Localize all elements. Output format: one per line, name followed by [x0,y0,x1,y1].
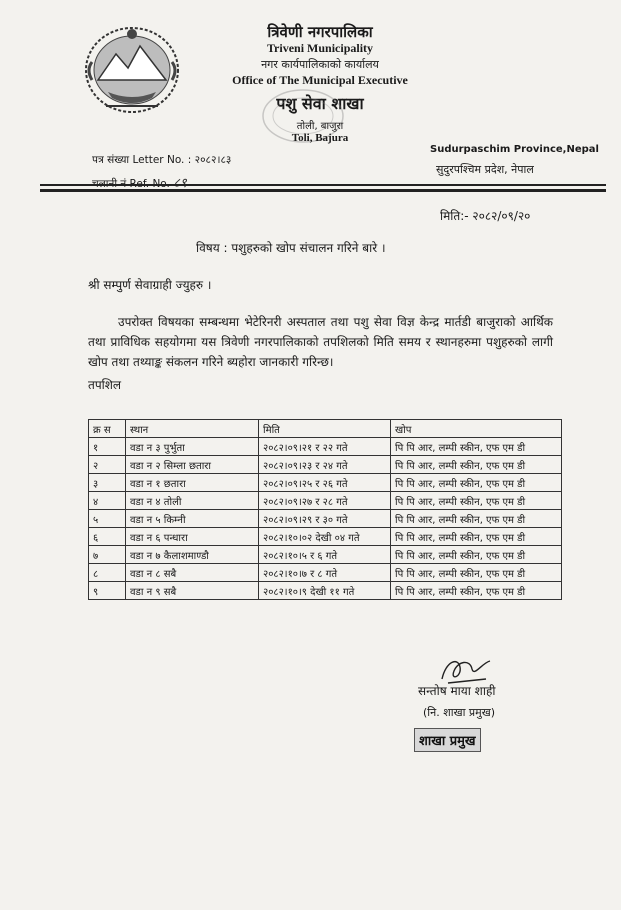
cell-date: २०८२।०९।२९ र ३० गते [259,510,391,528]
column-header-place: स्थान [126,420,259,438]
cell-vaccine: पि पि आर, लम्पी स्कीन, एफ एम डी [391,492,562,510]
letter-number [92,153,231,167]
cell-date: २०८२।१०।५ र ६ गते [259,546,391,564]
cell-date: २०८२।१०।९ देखी ११ गते [259,582,391,600]
cell-vaccine: पि पि आर, लम्पी स्कीन, एफ एम डी [391,474,562,492]
cell-date: २०८२।१०।७ र ८ गते [259,564,391,582]
cell-sn: ५ [89,510,126,528]
cell-sn: १ [89,438,126,456]
cell-place: वडा न २ सिम्ला छतारा [126,456,259,474]
schedule-heading: तपशिल [88,378,122,392]
cell-place: वडा न ७ कैलाशमाण्डौ [126,546,259,564]
header-divider [40,184,606,186]
table-row [89,492,562,510]
cell-vaccine: पि पि आर, लम्पी स्कीन, एफ एम डी [391,528,562,546]
cell-vaccine: पि पि आर, लम्पी स्कीन, एफ एम डी [391,582,562,600]
table-row [89,474,562,492]
header-divider-thick [40,189,606,192]
letter-body: उपरोक्त विषयका सम्बन्धमा भेटेरिनरी अस्पताल तथा पशु सेवा विज्ञ केन्द्र मार्तडी बाजुराको आर्थिक तथा प्राविधिक सहयोगमा यस त्रिवेणी नगरपालिकाको तपशिलको मिति समय र स्थानहरुमा पशुहरुको लागी खोप तथा तथ्याङ्क संकलन गरिने ब्यहोरा जानकारी गरिन्छ। [88,315,553,369]
cell-vaccine: पि पि आर, लम्पी स्कीन, एफ एम डी [391,438,562,456]
cell-date: २०८२।०९।२५ र २६ गते [259,474,391,492]
table-row [89,438,562,456]
column-header-date: मिति [259,420,391,438]
location-en: Toli, Bajura [291,132,349,144]
signatory-title: (नि. शाखा प्रमुख) [423,706,496,719]
letter-subject: विषय : पशुहरुको खोप संचालन गरिने बारे । [196,241,386,255]
table-row [89,528,562,546]
office-name-en: Office of The Municipal Executive [232,73,408,87]
table-row [89,564,562,582]
cell-sn: ४ [89,492,126,510]
cell-sn: ८ [89,564,126,582]
cell-date: २०८२।०९।२७ र २८ गते [259,492,391,510]
cell-sn: २ [89,456,126,474]
branch-name-np: पशु सेवा शाखा [276,94,364,113]
cell-place: वडा न ३ पुर्भुता [126,438,259,456]
branch-chief-stamp: शाखा प्रमुख [414,728,481,752]
cell-date: २०८२।१०।०२ देखी ०४ गते [259,528,391,546]
province-en: Sudurpaschim Province,Nepal [430,144,599,155]
office-name-np: नगर कार्यपालिकाको कार्यालय [261,58,379,71]
cell-place: वडा न ८ सबै [126,564,259,582]
table-row [89,456,562,474]
cell-vaccine: पि पि आर, लम्पी स्कीन, एफ एम डी [391,510,562,528]
cell-sn: ३ [89,474,126,492]
letter-number-label: पत्र संख्या Letter No. : [92,154,192,166]
table-row [89,582,562,600]
vaccination-schedule-table [88,419,562,600]
column-header-sn: क्र स [89,420,126,438]
cell-sn: ९ [89,582,126,600]
cell-sn: ६ [89,528,126,546]
letter-date: मिति:- २०८२/०९/२० [440,209,531,223]
cell-vaccine: पि पि आर, लम्पी स्कीन, एफ एम डी [391,456,562,474]
cell-sn: ७ [89,546,126,564]
table-row [89,546,562,564]
cell-date: २०८२।०९।२१ र २२ गते [259,438,391,456]
cell-vaccine: पि पि आर, लम्पी स्कीन, एफ एम डी [391,564,562,582]
cell-place: वडा न १ छतारा [126,474,259,492]
cell-date: २०८२।०९।२३ र २४ गते [259,456,391,474]
cell-place: वडा न ६ पन्धारा [126,528,259,546]
column-header-vaccine: खोप [391,420,562,438]
table-header-row [89,420,562,438]
cell-place: वडा न ५ किम्नी [126,510,259,528]
letter-salutation: श्री सम्पुर्ण सेवाग्राही ज्युहरु । [88,278,212,292]
province-np: सुदुरपश्चिम प्रदेश, नेपाल [436,163,534,176]
table-row [89,510,562,528]
location-np: तोली, बाजुरा [296,121,344,132]
letter-number-value: २०८२।८३ [194,154,232,166]
municipality-name-en: Triveni Municipality [266,41,374,55]
signatory-name: सन्तोष माया शाही [418,684,496,698]
cell-place: वडा न ४ तोली [126,492,259,510]
cell-place: वडा न ९ सबै [126,582,259,600]
cell-vaccine: पि पि आर, लम्पी स्कीन, एफ एम डी [391,546,562,564]
municipality-name-np: त्रिवेणी नगरपालिका [267,23,373,41]
